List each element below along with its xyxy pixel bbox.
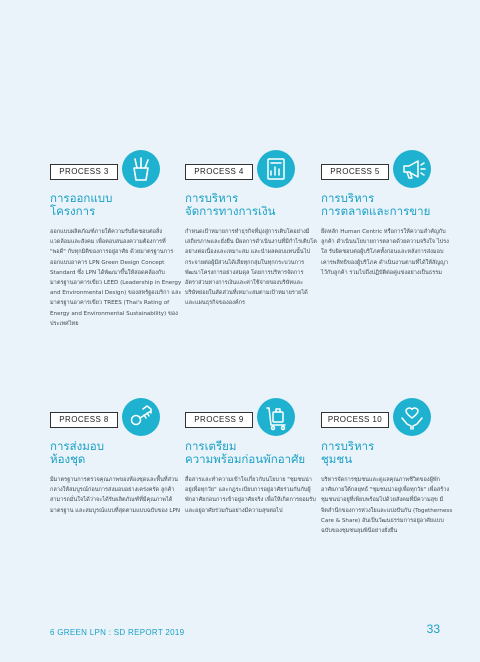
process-8-section	[50, 398, 182, 516]
process-badge: PROCESS 3	[50, 164, 118, 180]
process-badge: PROCESS 9	[185, 412, 253, 428]
report-footer-title: 6 GREEN LPN : SD REPORT 2019	[50, 628, 185, 637]
hands-heart-icon	[393, 398, 431, 436]
section-title: การบริหาร ชุมชน	[321, 439, 375, 466]
section-body: สื่อสารและทำความเข้าใจเกี่ยวกับนโยบาย "ชุมชนน่าอยู่เพื่อทุกวัย" และกฎระเบียบการอยู่อาศัยร่วมกันกับผู้พักอาศัยก่อนการเข้าอยู่อาศัยจริง เพื่อให้เกิดการยอมรับและอยู่อาศัยร่วมกันอย่างมีความสุขต่อไป	[185, 477, 316, 514]
process-badge: PROCESS 10	[321, 412, 389, 428]
section-body: ยึดหลัก Human Centric หรือการให้ความสำคัญกับลูกค้า ดำเนินนโยบายการตลาดด้วยความจริงใจ ไปรงใส รับผิดชอบต่อผู้บริโภคทั้งก่อนและหลังการส่งมอบ เคารพสิทธิของผู้บริโภค ดำเนินงานตามที่ได้ให้สัญญาไว้กับลูกค้า รวมไปถึงปฏิบัติต่อคู่แข่งอย่างเป็นธรรม	[321, 229, 449, 276]
process-4-section	[185, 150, 317, 309]
pencil-cup-icon	[122, 150, 160, 188]
key-house-icon	[122, 398, 160, 436]
page-number: 33	[426, 622, 440, 636]
section-body: กำหนดเป้าหมายการทำธุรกิจที่มุ่งสู่การเติบโตอย่างมีเสถียรภาพและยั่งยืน มีผลการดำเนินงานที่มีกำไรเติบโตอย่างต่อเนื่องและเหมาะสม และนำผลตอบแทนนั้นไปกระจายต่อผู้มีส่วนได้เสียทุกกลุ่มในทุกกระบวนการพัฒนาโครงการอย่างสมดุล โดยการบริหารจัดการอัตราส่วนทางการเงินและค่าใช้จ่ายของบริษัทและบริษัทย่อยในสัดส่วนที่เหมาะสมตามเป้าหมายรายได้และแผนธุรกิจขององค์กร	[185, 229, 317, 307]
section-title: การบริหาร การตลาดและการขาย	[321, 191, 431, 218]
process-10-section	[321, 398, 453, 536]
section-title: การเตรียม ความพร้อมก่อนพักอาศัย	[185, 439, 306, 466]
process-5-section	[321, 150, 453, 278]
process-badge: PROCESS 8	[50, 412, 118, 428]
section-body: มีมาตรฐานการตรวจคุณภาพของห้องชุดและพื้นที่ส่วนกลางให้สมบูรณ์ก่อนการส่งมอบอย่างเคร่งครัด ลูกค้าสามารถมั่นใจได้ว่าจะได้รับผลิตภัณฑ์ที่มีคุณภาพได้มาตรฐาน และสมบูรณ์แบบที่สุดตามแบบฉบับของ LPN	[50, 477, 181, 514]
section-body: ออกแบบผลิตภัณฑ์ภายใต้ความรับผิดชอบต่อสิ่งแวดล้อมและสังคม เพื่อตอบสนองความต้องการที่ "พอดี" กับทุกมิติของการอยู่อาศัย ด้วยมาตรฐานการออกแบบอาคาร LPN Green Design Concept Standard ซึ่ง LPN ได้พัฒนาขึ้นให้สอดคล้องกับมาตรฐานอาคารเขียว LEED (Leadership in Energy and Environmental Design) ของสหรัฐอเมริกา และมาตรฐานอาคารเขียว TREES (Thai's Rating of Energy and Environmental Sustainability) ของประเทศไทย	[50, 229, 182, 327]
megaphone-icon	[393, 150, 431, 188]
process-3-section	[50, 150, 182, 329]
process-9-section	[185, 398, 317, 516]
section-title: การส่งมอบ ห้องชุด	[50, 439, 105, 466]
section-title: การบริหาร จัดการทางการเงิน	[185, 191, 276, 218]
process-badge: PROCESS 5	[321, 164, 389, 180]
chart-document-icon	[257, 150, 295, 188]
luggage-cart-icon	[257, 398, 295, 436]
section-body: บริหารจัดการชุมชนและดูแลคุณภาพชีวิตของผู้พักอาศัยภายใต้กลยุทธ์ "ชุมชนน่าอยู่เพื่อทุกวัย" เพื่อสร้างชุมชนน่าอยู่ที่เพียบพร้อมไปด้วยสังคมที่มีความสุข มีจิตสำนึกของการห่วงใยและแบ่งปันกัน (Togetherness Care & Share) อันเป็นวัฒนธรรมการอยู่อาศัยแบบฉบับของชุมชนลุมพินีอย่างยั่งยืน	[321, 477, 453, 535]
section-title: การออกแบบ โครงการ	[50, 191, 113, 218]
process-badge: PROCESS 4	[185, 164, 253, 180]
